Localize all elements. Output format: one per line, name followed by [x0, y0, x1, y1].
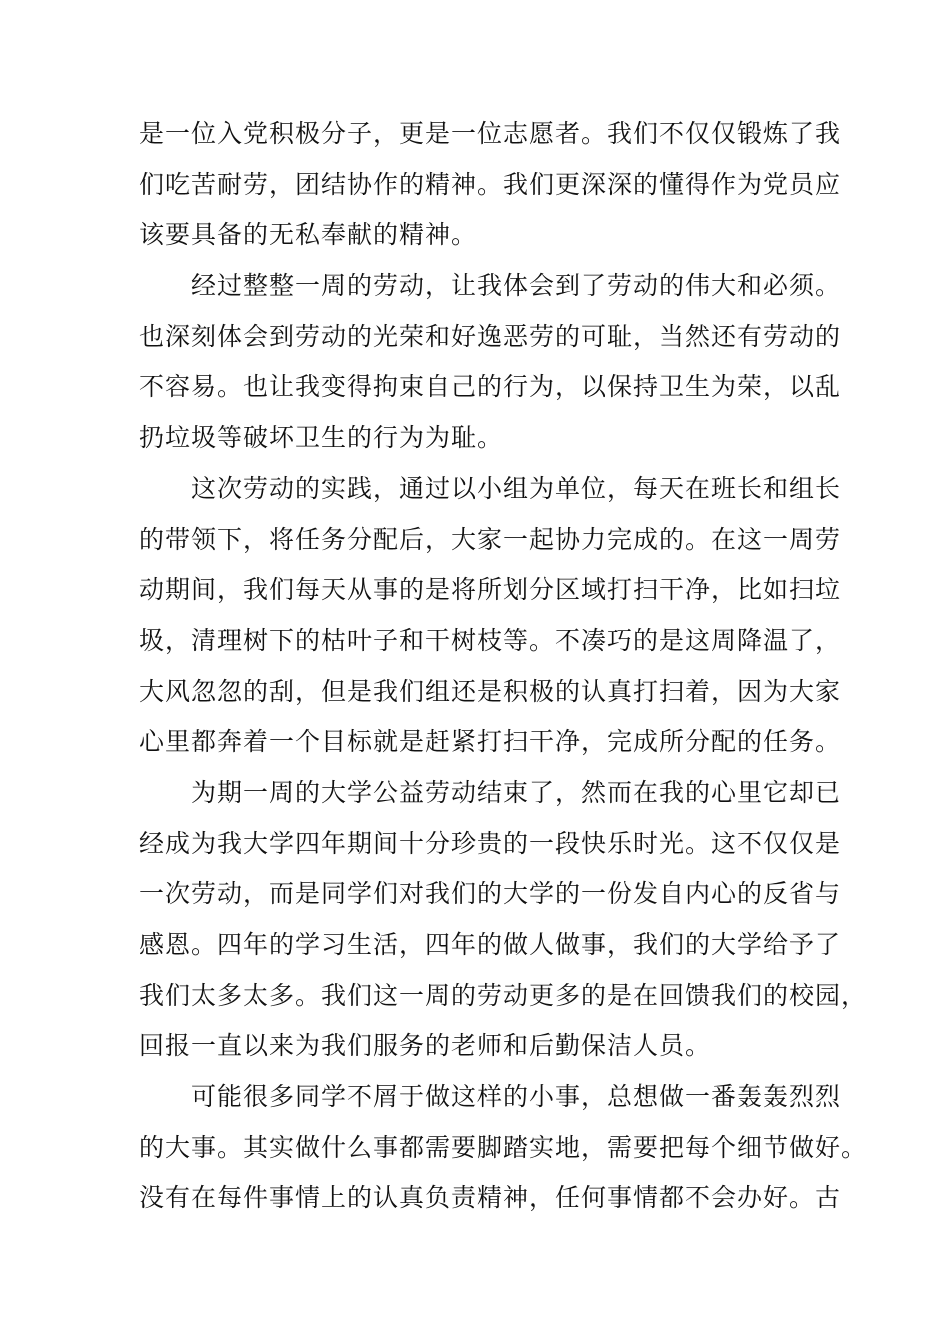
- paragraph: [139, 1072, 868, 1224]
- text-line: 一次劳动，而是同学们对我们的大学的一份发自内心的反省与: [139, 879, 842, 909]
- text-line: 也深刻体会到劳动的光荣和好逸恶劳的可耻，当然还有劳动的: [139, 321, 842, 351]
- text-line: 经成为我大学四年期间十分珍贵的一段快乐时光。这不仅仅是: [139, 828, 842, 858]
- text-line: 该要具备的无私奉献的精神。: [139, 220, 478, 250]
- text-line: 的大事。其实做什么事都需要脚踏实地，需要把每个细节做好。: [139, 1132, 868, 1162]
- text-line: 扔垃圾等破坏卫生的行为为耻。: [139, 423, 504, 453]
- text-line: 感恩。四年的学习生活，四年的做人做事，我们的大学给予了: [139, 930, 842, 959]
- text-line: 心里都奔着一个目标就是赶紧打扫干净，完成所分配的任务。: [139, 727, 842, 757]
- paragraph: [139, 109, 842, 261]
- text-line: 这次劳动的实践，通过以小组为单位，每天在班长和组长: [191, 473, 842, 503]
- paragraph: [139, 768, 868, 1072]
- text-line: 为期一周的大学公益劳动结束了，然而在我的心里它却已: [191, 777, 842, 807]
- text-line: 动期间，我们每天从事的是将所划分区域打扫干净，比如扫垃: [139, 575, 842, 605]
- text-line: 没有在每件事情上的认真负责精神，任何事情都不会办好。古: [139, 1183, 842, 1213]
- text-line: 我们太多太多。我们这一周的劳动更多的是在回馈我们的校园，: [139, 980, 868, 1010]
- text-line: 不容易。也让我变得拘束自己的行为，以保持卫生为荣，以乱: [139, 372, 842, 402]
- paragraph: [139, 464, 842, 768]
- text-line: 的带领下，将任务分配后，大家一起协力完成的。在这一周劳: [139, 524, 842, 554]
- text-line: 回报一直以来为我们服务的老师和后勤保洁人员。: [139, 1031, 712, 1061]
- text-line: 经过整整一周的劳动，让我体会到了劳动的伟大和必须。: [191, 271, 842, 301]
- text-line: 们吃苦耐劳，团结协作的精神。我们更深深的懂得作为党员应: [139, 169, 842, 199]
- text-line: 大风忽忽的刮，但是我们组还是积极的认真打扫着，因为大家: [139, 676, 842, 706]
- paragraph: [139, 261, 842, 464]
- text-line: 是一位入党积极分子，更是一位志愿者。我们不仅仅锻炼了我: [139, 119, 842, 148]
- text-line: 可能很多同学不屑于做这样的小事，总想做一番轰轰烈烈: [191, 1082, 842, 1112]
- document-body: [139, 109, 868, 1224]
- text-line: 圾，清理树下的枯叶子和干树枝等。不凑巧的是这周降温了，: [139, 625, 842, 655]
